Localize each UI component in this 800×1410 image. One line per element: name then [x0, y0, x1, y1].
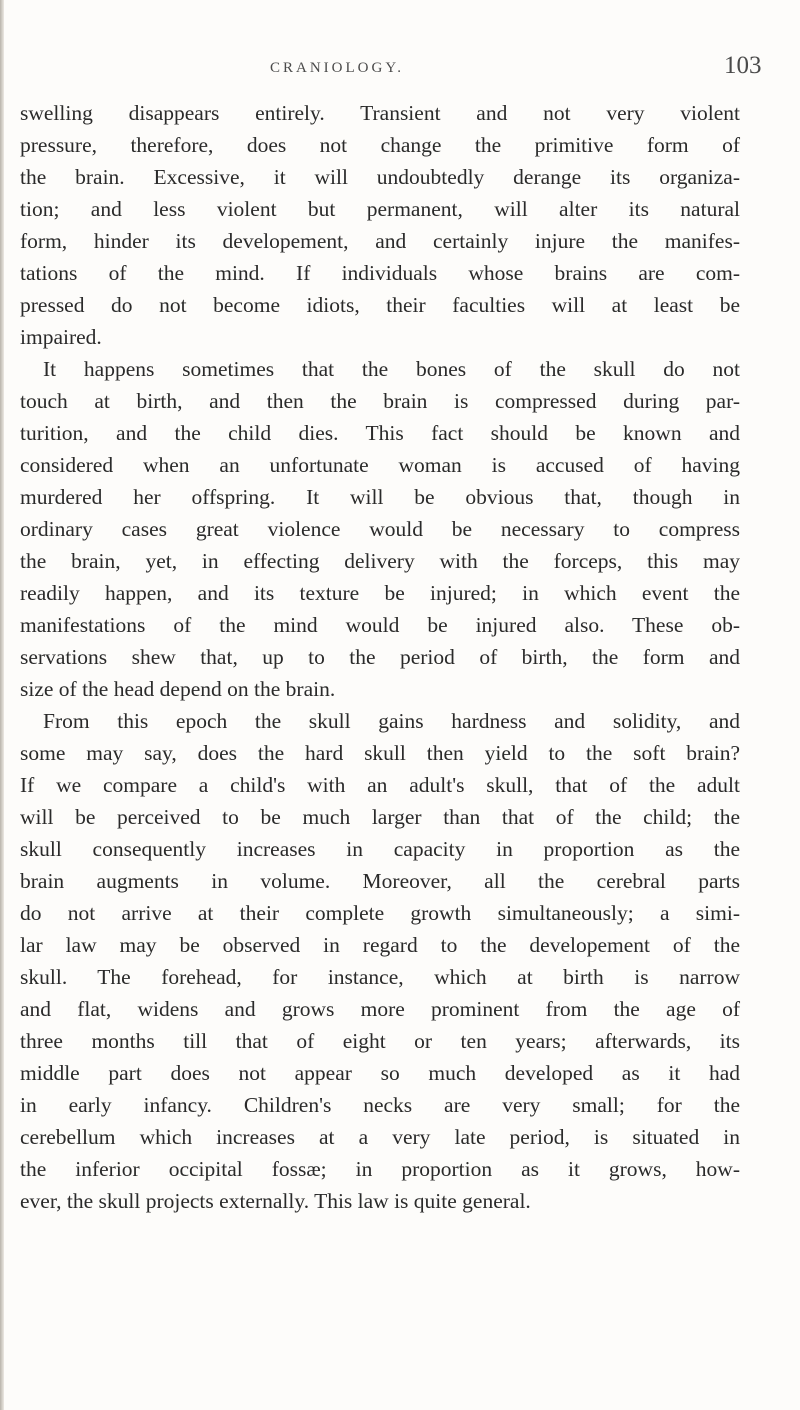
text-line: middle part does not appear so much developed as it had: [20, 1061, 740, 1085]
text-line: skull. The forehead, for instance, which at birth is narrow: [20, 965, 740, 989]
text-line: the inferior occipital fossæ; in proportion as it grows, how-: [20, 1157, 740, 1181]
page-number: 103: [724, 52, 762, 79]
text-line: some may say, does the hard skull then yield to the soft brain?: [20, 741, 740, 765]
text-line: tion; and less violent but permanent, will alter its natural: [20, 197, 740, 221]
text-line: It happens sometimes that the bones of the skull do not: [43, 357, 740, 381]
text-line: pressed do not become idiots, their faculties will at least be: [20, 293, 740, 317]
text-line: brain augments in volume. Moreover, all the cerebral parts: [20, 869, 740, 893]
text-line: From this epoch the skull gains hardness and solidity, and: [43, 709, 740, 733]
body-text: [20, 97, 740, 1217]
text-line: servations shew that, up to the period of birth, the form and: [20, 645, 740, 669]
text-line: turition, and the child dies. This fact should be known and: [20, 421, 740, 445]
text-line: murdered her offspring. It will be obvious that, though in: [20, 485, 740, 509]
text-line: skull consequently increases in capacity in proportion as the: [20, 837, 740, 861]
text-line: do not arrive at their complete growth simultaneously; a simi-: [20, 901, 740, 925]
text-line: tations of the mind. If individuals whose brains are com-: [20, 261, 740, 285]
text-line: the brain, yet, in effecting delivery with the forceps, this may: [20, 549, 740, 573]
text-line: manifestations of the mind would be injured also. These ob-: [20, 613, 740, 637]
running-head: [0, 52, 800, 88]
text-line: touch at birth, and then the brain is compressed during par-: [20, 389, 740, 413]
text-line: readily happen, and its texture be injured; in which event the: [20, 581, 740, 605]
text-line: will be perceived to be much larger than that of the child; the: [20, 805, 740, 829]
text-line: in early infancy. Children's necks are very small; for the: [20, 1093, 740, 1117]
text-line: ever, the skull projects externally. This law is quite general.: [20, 1189, 531, 1213]
text-line: considered when an unfortunate woman is accused of having: [20, 453, 740, 477]
text-line: pressure, therefore, does not change the primitive form of: [20, 133, 740, 157]
text-line: lar law may be observed in regard to the developement of the: [20, 933, 740, 957]
text-line: and flat, widens and grows more prominent from the age of: [20, 997, 740, 1021]
text-line: size of the head depend on the brain.: [20, 677, 336, 701]
text-line: impaired.: [20, 325, 102, 349]
text-line: ordinary cases great violence would be necessary to compress: [20, 517, 740, 541]
page-binding-edge: [0, 0, 4, 1410]
running-title: CRANIOLOGY.: [270, 60, 404, 76]
text-line: swelling disappears entirely. Transient and not very violent: [20, 101, 740, 125]
text-line: the brain. Excessive, it will undoubtedly derange its organiza-: [20, 165, 740, 189]
text-line: three months till that of eight or ten years; afterwards, its: [20, 1029, 740, 1053]
text-line: If we compare a child's with an adult's skull, that of the adult: [20, 773, 740, 797]
text-line: form, hinder its developement, and certainly injure the manifes-: [20, 229, 740, 253]
text-line: cerebellum which increases at a very late period, is situated in: [20, 1125, 740, 1149]
